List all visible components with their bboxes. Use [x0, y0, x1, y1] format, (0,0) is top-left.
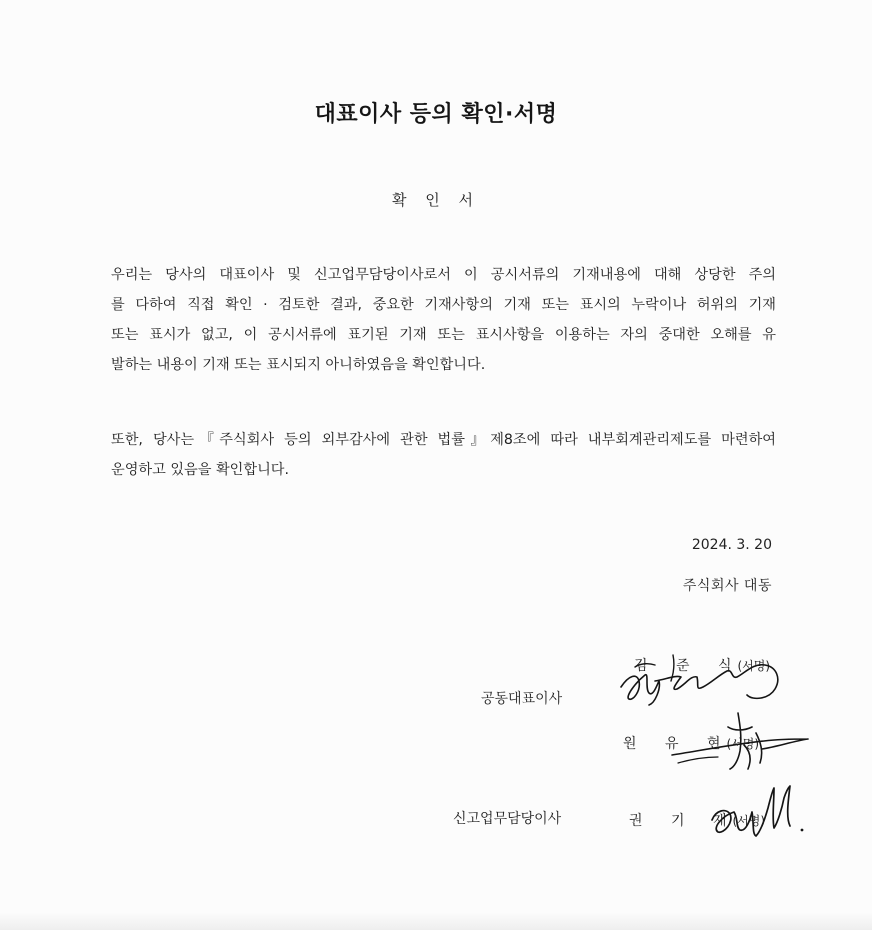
ceo1-seal-label: (서명) [737, 659, 771, 673]
internal-control-paragraph [111, 425, 776, 485]
company-name: 주식회사 대동 [682, 578, 772, 594]
scan-edge [0, 912, 872, 930]
ceo2-name: 원 유 현 [623, 736, 733, 752]
officer-signature-icon [708, 782, 808, 842]
ceo-role-label: 공동대표이사 [481, 691, 563, 707]
document-title: 대표이사 등의 확인·서명 [314, 102, 558, 127]
ceo2-seal-label: (서명) [726, 737, 760, 751]
officer-role-label: 신고업무담당이사 [453, 811, 562, 827]
document-subtitle: 확 인 서 [391, 191, 480, 209]
paragraph-line: 또는 표시가 없고, 이 공시서류에 표기된 기재 또는 표시사항을 이용하는 자의 중대한 오해를 유 [111, 327, 776, 343]
officer-name: 권 기 재 [629, 813, 739, 829]
ceo1-name: 김 준 식 [634, 658, 744, 674]
paragraph-line: 또한, 당사는『주식회사 등의 외부감사에 관한 법률』제8조에 따라 내부회계관리제도를 마련하여 [111, 432, 776, 448]
paragraph-line: 발하는 내용이 기재 또는 표시되지 아니하였음을 확인합니다. [111, 357, 486, 373]
confirmation-paragraph [111, 260, 776, 380]
ceo1-signature-icon [615, 645, 790, 710]
paragraph-line: 운영하고 있음을 확인합니다. [111, 462, 289, 478]
paragraph-line: 를 다하여 직접 확인 · 검토한 결과, 중요한 기재사항의 기재 또는 표시의 누락이나 허위의 기재 [111, 297, 776, 313]
document-date: 2024. 3. 20 [691, 537, 772, 553]
ceo2-signature-icon [668, 705, 816, 775]
officer-seal-label: (서명) [732, 814, 766, 828]
paragraph-line: 우리는 당사의 대표이사 및 신고업무담당이사로서 이 공시서류의 기재내용에 대해 상당한 주의 [111, 267, 776, 283]
